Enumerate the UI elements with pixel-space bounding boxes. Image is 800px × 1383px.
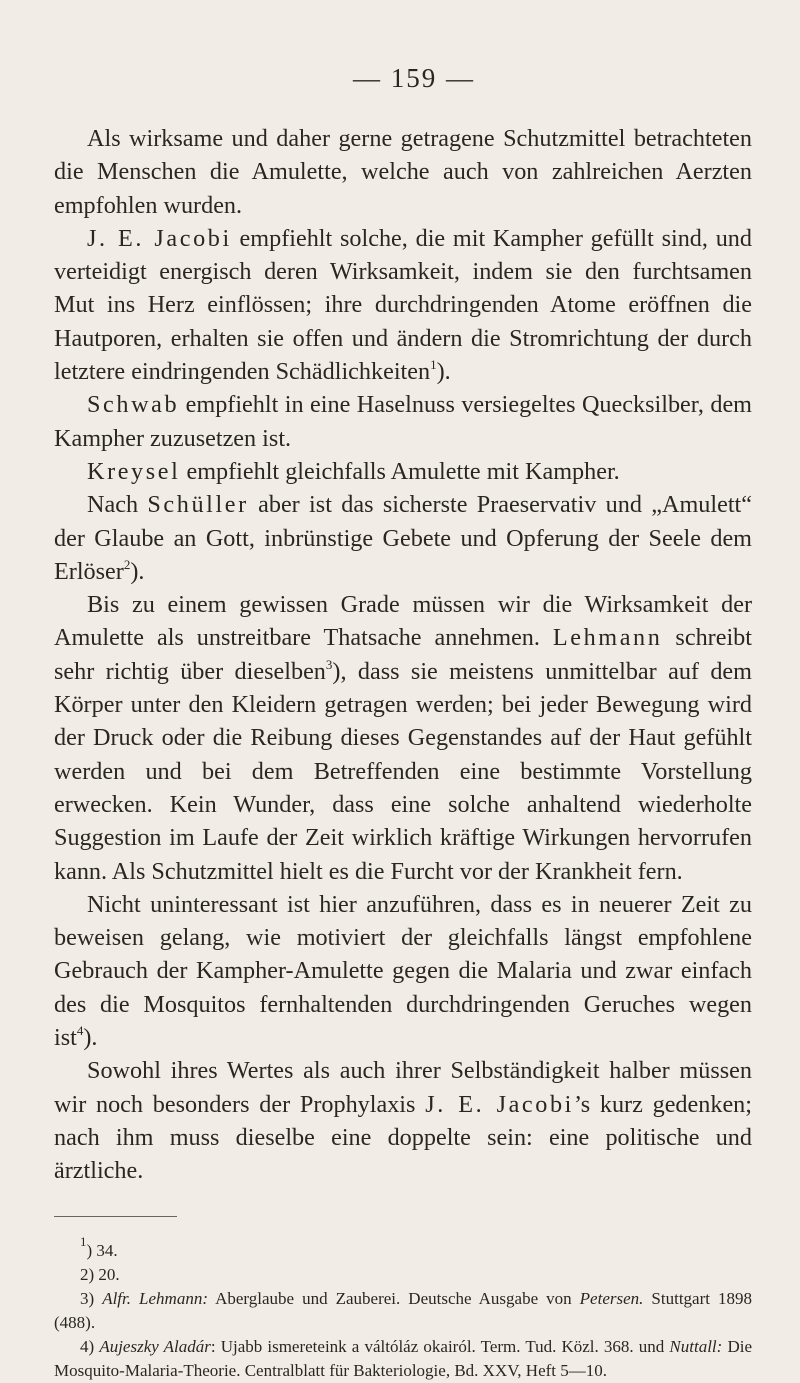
author-name: Lehmann <box>552 624 663 652</box>
footnote-editor: Petersen. <box>579 1288 644 1308</box>
paragraph-3: Schwab empfiehlt in eine Haselnuss versiegeltes Quecksilber, dem Kampher zuzusetzen ist. <box>54 391 752 452</box>
paragraph-2: J. E. Jacobi empfiehlt solche, die mit Kampher gefüllt sind, und verteidigt energisch deren Wirksamkeit, indem sie den furchtsamen Mut ins Herz einflössen; ihre durchdringenden Atome eröffnen die Hautporen, erhalten sie offen und ändern die Stromrichtung der durch letztere eindringenden Schädlichkeiten$^1$). <box>54 224 752 386</box>
footnote-ref: 1 <box>430 357 437 373</box>
page-number: — 159 — <box>353 63 475 93</box>
footnote-1: $^1$) 34. <box>80 1233 118 1260</box>
author-name: Schwab <box>87 391 180 419</box>
footnote-ref: 3 <box>325 656 333 672</box>
paragraph-8: Sowohl ihres Wertes als auch ihrer Selbständigkeit halber müssen wir noch besonders der Prophylaxis J. E. Jacobi’s kurz gedenken; nach ihm muss dieselbe eine doppelte sein: eine politische und ärztliche. <box>54 1057 752 1185</box>
author-name: Kreysel <box>87 457 181 485</box>
footnotes <box>54 1233 753 1383</box>
paragraph-6: Bis zu einem gewissen Grade müssen wir die Wirksamkeit der Amulette als unstreitbare Thatsache annehmen. Lehmann schreibt sehr richtig über dieselben$^3$), dass sie meistens unmittelbar auf dem Körper unter den Kleidern getragen werden; bei jeder Bewegung wird der Druck oder die Reibung dieses Gegenstandes auf der Haut gefühlt werden und bei dem Betreffenden eine bestimmte Vorstellung erwecken. Kein Wunder, dass eine solche anhaltend wiederholte Suggestion im Laufe der Zeit wirklich kräftige Wirkungen hervorrufen kann. Als Schutzmittel hielt es die Furcht vor der Krankheit fern. <box>54 591 752 885</box>
paragraph-5: Nach Schüller aber ist das sicherste Praeservativ und „Amulett“ der Glaube an Gott, inbrünstige Gebete und Opferung der Seele dem Erlöser$^2$). <box>54 491 752 585</box>
paragraph-7: Nicht uninteressant ist hier anzuführen, dass es in neuerer Zeit zu beweisen gelang, wie motiviert der gleichfalls längst empfohlene Gebrauch der Kampher-Amulette gegen die Malaria und zwar einfach des die Mosquitos fernhaltenden durchdringenden Geruches wegen ist$^4$). <box>54 890 752 1052</box>
footnote-3: 3) Alfr. Lehmann: Aberglaube und Zauberei. Deutsche Ausgabe von Petersen. Stuttgart 1898 (488). <box>54 1288 753 1332</box>
author-name: Schüller <box>147 491 249 519</box>
footnote-4: 4) Aujeszky Aladár: Ujabb ismereteink a váltóláz okairól. Term. Tud. Közl. 368. und Nuttall: Die Mosquito-Malaria-Theorie. Centralblatt für Bakteriologie, Bd. XXV, Heft 5—10. <box>54 1336 753 1380</box>
paragraph-4: Kreysel empfiehlt gleichfalls Amulette mit Kampher. <box>87 457 620 485</box>
main-text <box>54 122 752 1188</box>
footnote-author: Alfr. Lehmann: <box>102 1288 208 1308</box>
footnote-divider <box>54 1216 177 1217</box>
footnote-2: 2) 20. <box>80 1264 120 1284</box>
footnote-ref: 4 <box>76 1023 84 1039</box>
footnote-ref: 2 <box>123 556 131 572</box>
paragraph-1: Als wirksame und daher gerne getragene Schutzmittel betrachteten die Menschen die Amulette, welche auch von zahlreichen Aerzten empfohlen wurden. <box>54 125 752 219</box>
author-name: J. E. Jacobi <box>87 224 232 252</box>
footnote-author: Nuttall: <box>669 1336 723 1356</box>
author-name: J. E. Jacobi <box>425 1090 574 1118</box>
footnote-author: Aujeszky Aladár <box>99 1336 211 1356</box>
